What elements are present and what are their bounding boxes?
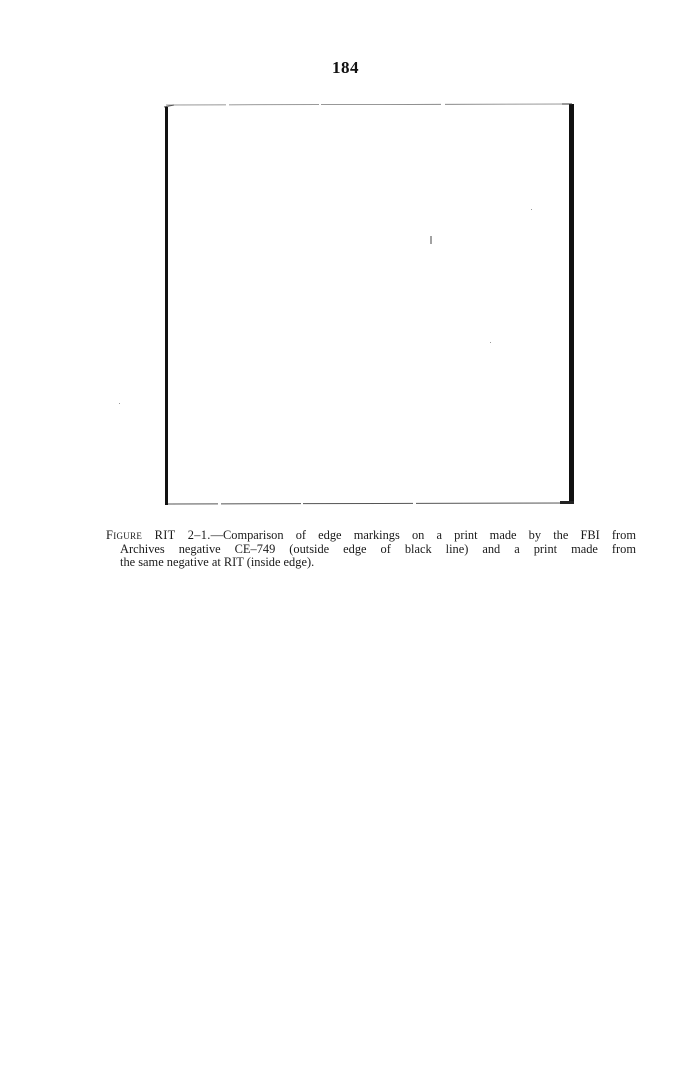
caption-label: Figure RIT 2–1. — [106, 528, 211, 542]
figure-frame-image — [160, 100, 580, 510]
caption-line-2: Archives negative CE–749 (outside edge of black line) and a print made from — [120, 541, 636, 556]
caption-line-3: the same negative at RIT (inside edge). — [120, 555, 315, 569]
frame-top-edge — [166, 104, 570, 105]
page-number: 184 — [332, 58, 359, 77]
figure-caption — [106, 529, 636, 570]
caption-line-1 — [106, 529, 636, 543]
scan-speck — [490, 342, 491, 343]
frame-right-border — [569, 104, 574, 503]
frame-bottom-right-corner — [560, 501, 574, 504]
figure-edge-markings — [160, 100, 580, 510]
scan-speck — [531, 209, 532, 210]
scan-speck — [119, 403, 120, 404]
caption-line-1-text: —Comparison of edge markings on a print made by the FBI from — [210, 528, 636, 542]
frame-left-border — [165, 107, 168, 505]
frame-bottom-edge — [168, 503, 572, 504]
